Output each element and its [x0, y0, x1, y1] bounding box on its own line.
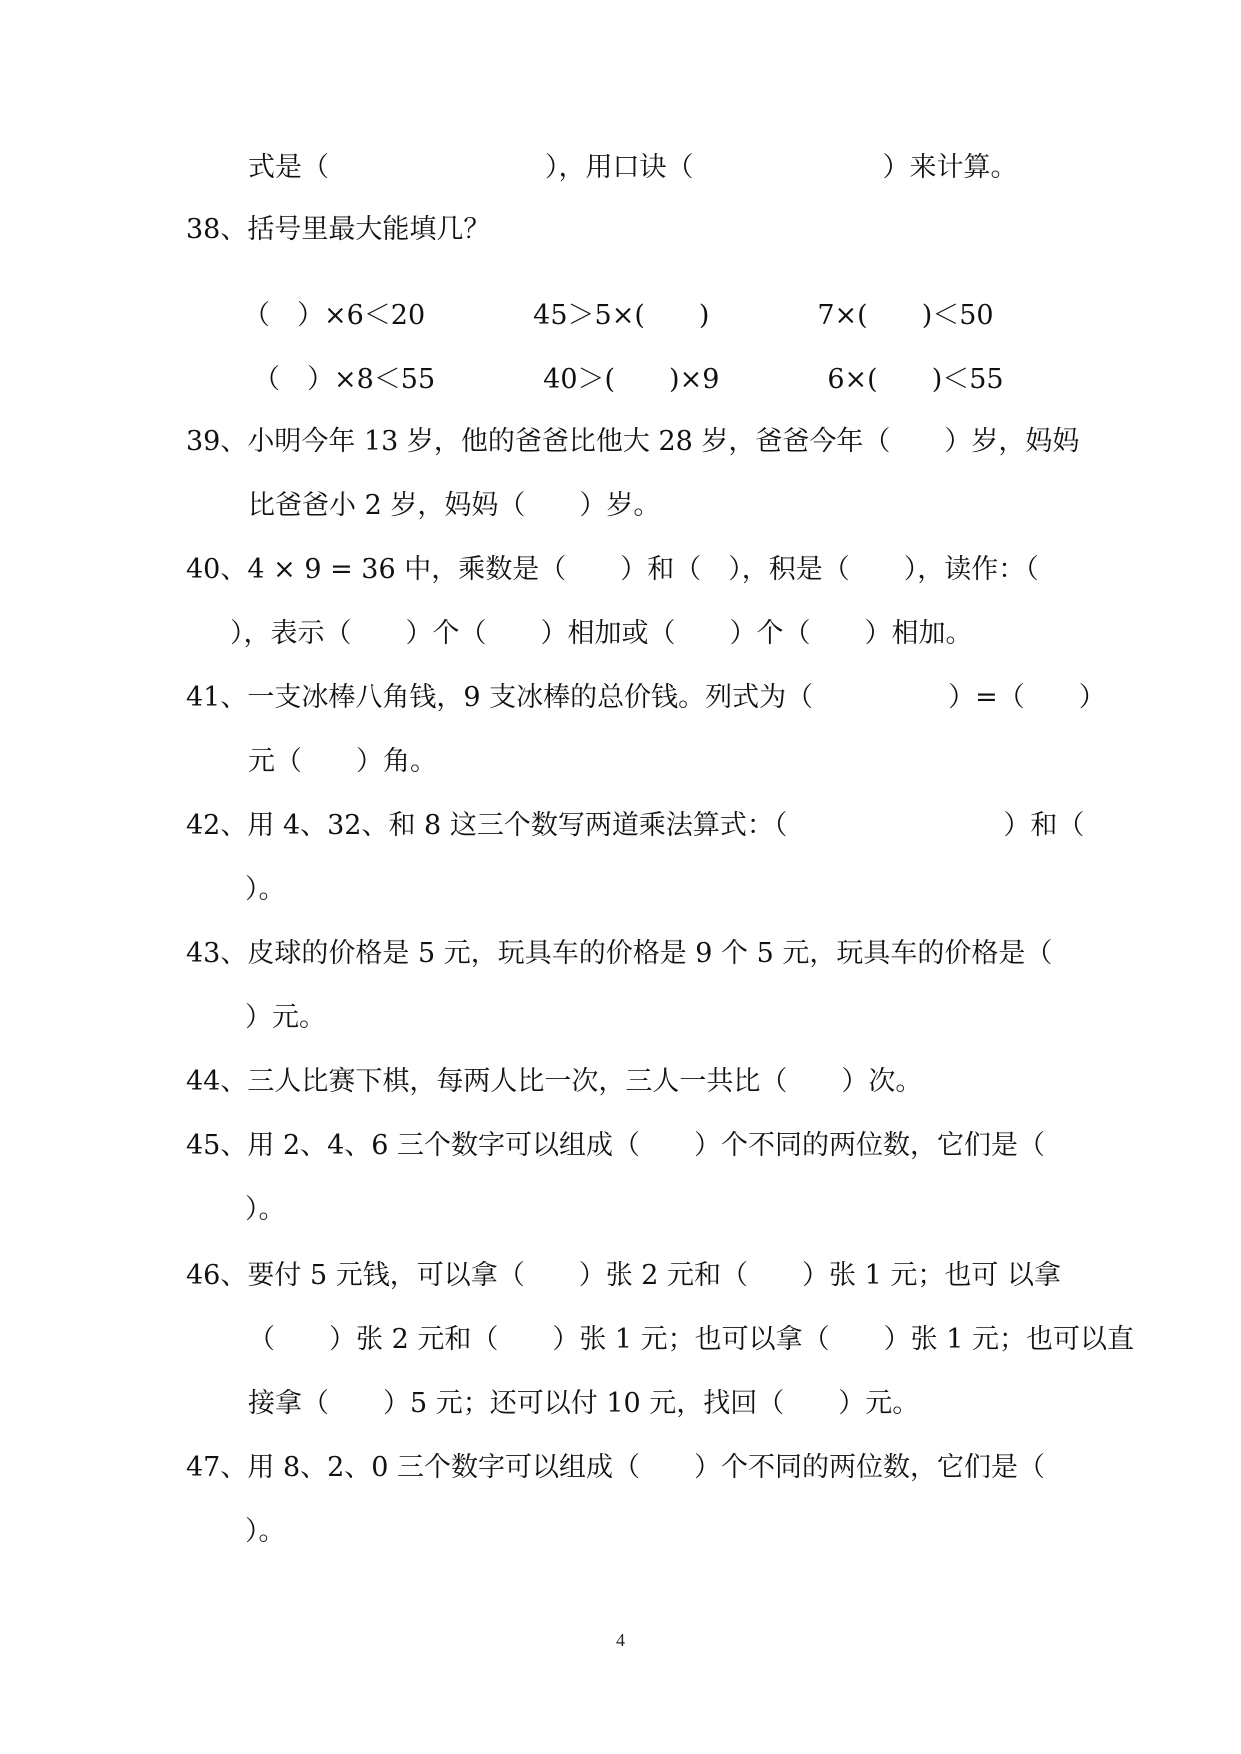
text-line-q47: 47、用 8、2、0 三个数字可以组成（ ）个不同的两位数，它们是（ [186, 1452, 1046, 1483]
text-line-q43-continued: ）元。 [245, 1002, 326, 1033]
text-line-q38-row1: （ ）×6＜20 45＞5×( ) 7×( )＜50 [243, 300, 994, 331]
text-line-q46-continued-2: 接拿（ ）5 元；还可以付 10 元，找回（ ）元。 [248, 1388, 920, 1419]
text-line-q44: 44、三人比赛下棋，每两人比一次，三人一共比（ ）次。 [186, 1066, 923, 1097]
text-line-q45-continued: ）。 [245, 1194, 286, 1225]
text-line-q46: 46、要付 5 元钱，可以拿（ ）张 2 元和（ ）张 1 元；也可 以拿 [186, 1260, 1061, 1291]
text-line-q40-continued: ），表示（ ）个（ ）相加或（ ）个（ ）相加。 [230, 618, 973, 649]
page-number: 4 [616, 1630, 625, 1650]
text-line-q39-continued: 比爸爸小 2 岁，妈妈（ ）岁。 [248, 490, 661, 521]
text-line-q45: 45、用 2、4、6 三个数字可以组成（ ）个不同的两位数，它们是（ [186, 1130, 1046, 1161]
text-line-q37-continued: 式是（ ），用口诀（ ）来计算。 [248, 152, 1018, 183]
text-line-q47-continued: ）。 [245, 1516, 286, 1547]
text-line-q40: 40、4 × 9 = 36 中，乘数是（ ）和（ ），积是（ ），读作：（ [186, 554, 1039, 585]
text-line-q46-continued-1: （ ）张 2 元和（ ）张 1 元；也可以拿（ ）张 1 元；也可以直 [248, 1324, 1135, 1355]
text-line-q41: 41、一支冰棒八角钱，9 支冰棒的总价钱。列式为（ ）=（ ） [186, 682, 1106, 713]
text-line-q38-row2: （ ）×8＜55 40＞( )×9 6×( )＜55 [253, 364, 1004, 395]
text-line-q41-continued: 元（ ）角。 [248, 746, 437, 777]
text-line-q38: 38、括号里最大能填几？ [186, 214, 491, 245]
text-line-q43: 43、皮球的价格是 5 元，玩具车的价格是 9 个 5 元，玩具车的价格是（ [186, 938, 1053, 969]
text-line-q42-continued: ）。 [245, 874, 286, 905]
text-line-q42: 42、用 4、32、和 8 这三个数写两道乘法算式：（ ）和（ [186, 810, 1085, 841]
text-line-q39: 39、小明今年 13 岁，他的爸爸比他大 28 岁，爸爸今年（ ）岁，妈妈 [186, 426, 1080, 457]
